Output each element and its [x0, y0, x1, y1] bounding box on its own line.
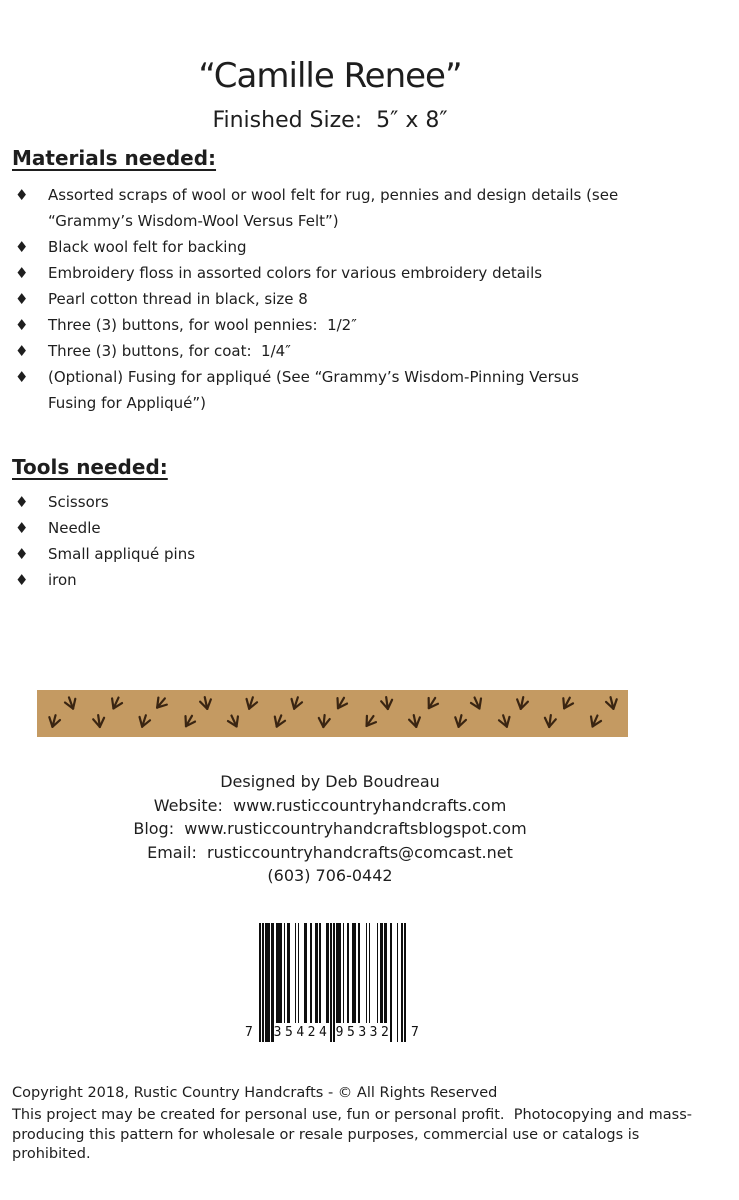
bird-track-group: [361, 694, 395, 734]
bird-footprint-icon: [136, 713, 152, 729]
diamond-bullet-icon: ♦: [15, 368, 29, 386]
material-item: [12, 312, 628, 338]
tool-item: [12, 489, 628, 515]
bird-footprint-icon: [63, 695, 79, 711]
bird-footprint-icon: [587, 713, 603, 729]
bird-footprint-icon: [497, 713, 513, 729]
list-item-text: Scissors: [48, 493, 109, 511]
list-item-text: Pearl cotton thread in black, size 8: [48, 290, 308, 308]
bird-footprint-icon: [469, 695, 485, 711]
material-item: [12, 364, 628, 416]
materials-heading: Materials needed:: [12, 146, 217, 170]
upc-barcode: [245, 923, 419, 1042]
bird-footprint-icon: [424, 695, 440, 711]
phone-line: (603) 706-0442: [267, 866, 393, 885]
usage-notice: This project may be created for personal use, fun or personal profit. Photocopying and mass-producing this pattern for wholesale or resale purposes, commercial use or catalogs is prohibited.: [12, 1107, 692, 1162]
bird-footprint-icon: [379, 695, 395, 711]
email-line: Email: rusticcountryhandcrafts@comcast.net: [147, 842, 513, 862]
bird-track-group: [586, 694, 620, 734]
list-item-text: Three (3) buttons, for coat: 1/4″: [48, 342, 291, 360]
bird-footprint-icon: [407, 713, 423, 729]
bird-footprint-icon: [288, 695, 304, 711]
material-item: [12, 182, 628, 234]
diamond-bullet-icon: ♦: [15, 493, 29, 511]
tools-list: [12, 489, 628, 593]
bird-footprint-icon: [46, 713, 62, 729]
barcode-left-digit: 7: [245, 1025, 253, 1040]
diamond-bullet-icon: ♦: [15, 264, 29, 282]
diamond-bullet-icon: ♦: [15, 316, 29, 334]
page-title: “Camille Renee”: [198, 56, 462, 96]
tools-heading: Tools needed:: [12, 455, 168, 479]
bird-footprint-icon: [91, 713, 107, 729]
material-item: [12, 338, 628, 364]
bird-tracks-border: [37, 690, 628, 737]
bird-footprint-icon: [243, 695, 259, 711]
contact-block: [0, 770, 660, 888]
materials-list: [12, 182, 628, 416]
bird-footprint-icon: [108, 695, 124, 711]
bird-footprint-icon: [153, 695, 169, 711]
list-item-text: Assorted scraps of wool or wool felt for rug, pennies and design details (see “Grammy’s Wisdom-Wool Versus Felt”): [48, 186, 623, 230]
bird-track-group: [45, 694, 79, 734]
tool-item: [12, 567, 628, 593]
diamond-bullet-icon: ♦: [15, 519, 29, 537]
list-item-text: Black wool felt for backing: [48, 238, 247, 256]
barcode-right-group: 95332: [335, 1025, 393, 1040]
bird-footprint-icon: [181, 713, 197, 729]
diamond-bullet-icon: ♦: [15, 186, 29, 204]
bird-footprint-icon: [316, 713, 332, 729]
tool-item: [12, 515, 628, 541]
material-item: [12, 260, 628, 286]
bird-track-group: [135, 694, 169, 734]
bird-track-group: [90, 694, 124, 734]
bird-track-group: [451, 694, 485, 734]
bird-footprint-icon: [333, 695, 349, 711]
bird-footprint-icon: [362, 713, 378, 729]
barcode-bar: [404, 923, 406, 1042]
bird-footprint-icon: [198, 695, 214, 711]
bird-track-group: [496, 694, 530, 734]
bird-footprint-icon: [226, 713, 242, 729]
bird-track-group: [180, 694, 214, 734]
diamond-bullet-icon: ♦: [15, 290, 29, 308]
diamond-bullet-icon: ♦: [15, 545, 29, 563]
bird-footprint-icon: [452, 713, 468, 729]
material-item: [12, 234, 628, 260]
website-line: Website: www.rusticcountryhandcrafts.com: [153, 795, 507, 815]
diamond-bullet-icon: ♦: [15, 571, 29, 589]
bird-track-group: [315, 694, 349, 734]
barcode-left-group: 35424: [273, 1025, 331, 1040]
list-item-text: iron: [48, 571, 77, 589]
finished-size-subtitle: Finished Size: 5″ x 8″: [212, 108, 448, 133]
tool-item: [12, 541, 628, 567]
list-item-text: Needle: [48, 519, 101, 537]
list-item-text: (Optional) Fusing for appliqué (See “Grammy’s Wisdom-Pinning Versus Fusing for Appliqué”): [48, 368, 584, 412]
bird-footprint-icon: [271, 713, 287, 729]
list-item-text: Embroidery floss in assorted colors for various embroidery details: [48, 264, 543, 282]
barcode-right-digit: 7: [411, 1025, 419, 1040]
list-item-text: Three (3) buttons, for wool pennies: 1/2″: [48, 316, 357, 334]
diamond-bullet-icon: ♦: [15, 342, 29, 360]
bird-footprint-icon: [604, 695, 620, 711]
list-item-text: Small appliqué pins: [48, 545, 196, 563]
copyright-line: Copyright 2018, Rustic Country Handcrafts - © All Rights Reserved: [12, 1085, 498, 1101]
bird-footprint-icon: [514, 695, 530, 711]
bird-track-group: [225, 694, 259, 734]
bird-footprint-icon: [542, 713, 558, 729]
blog-line: Blog: www.rusticcountryhandcraftsblogspot.com: [133, 819, 527, 838]
designed-by-line: Designed by Deb Boudreau: [220, 772, 440, 791]
bird-track-group: [406, 694, 440, 734]
bird-track-group: [541, 694, 575, 734]
material-item: [12, 286, 628, 312]
bird-track-group: [270, 694, 304, 734]
diamond-bullet-icon: ♦: [15, 238, 29, 256]
bird-footprint-icon: [559, 695, 575, 711]
